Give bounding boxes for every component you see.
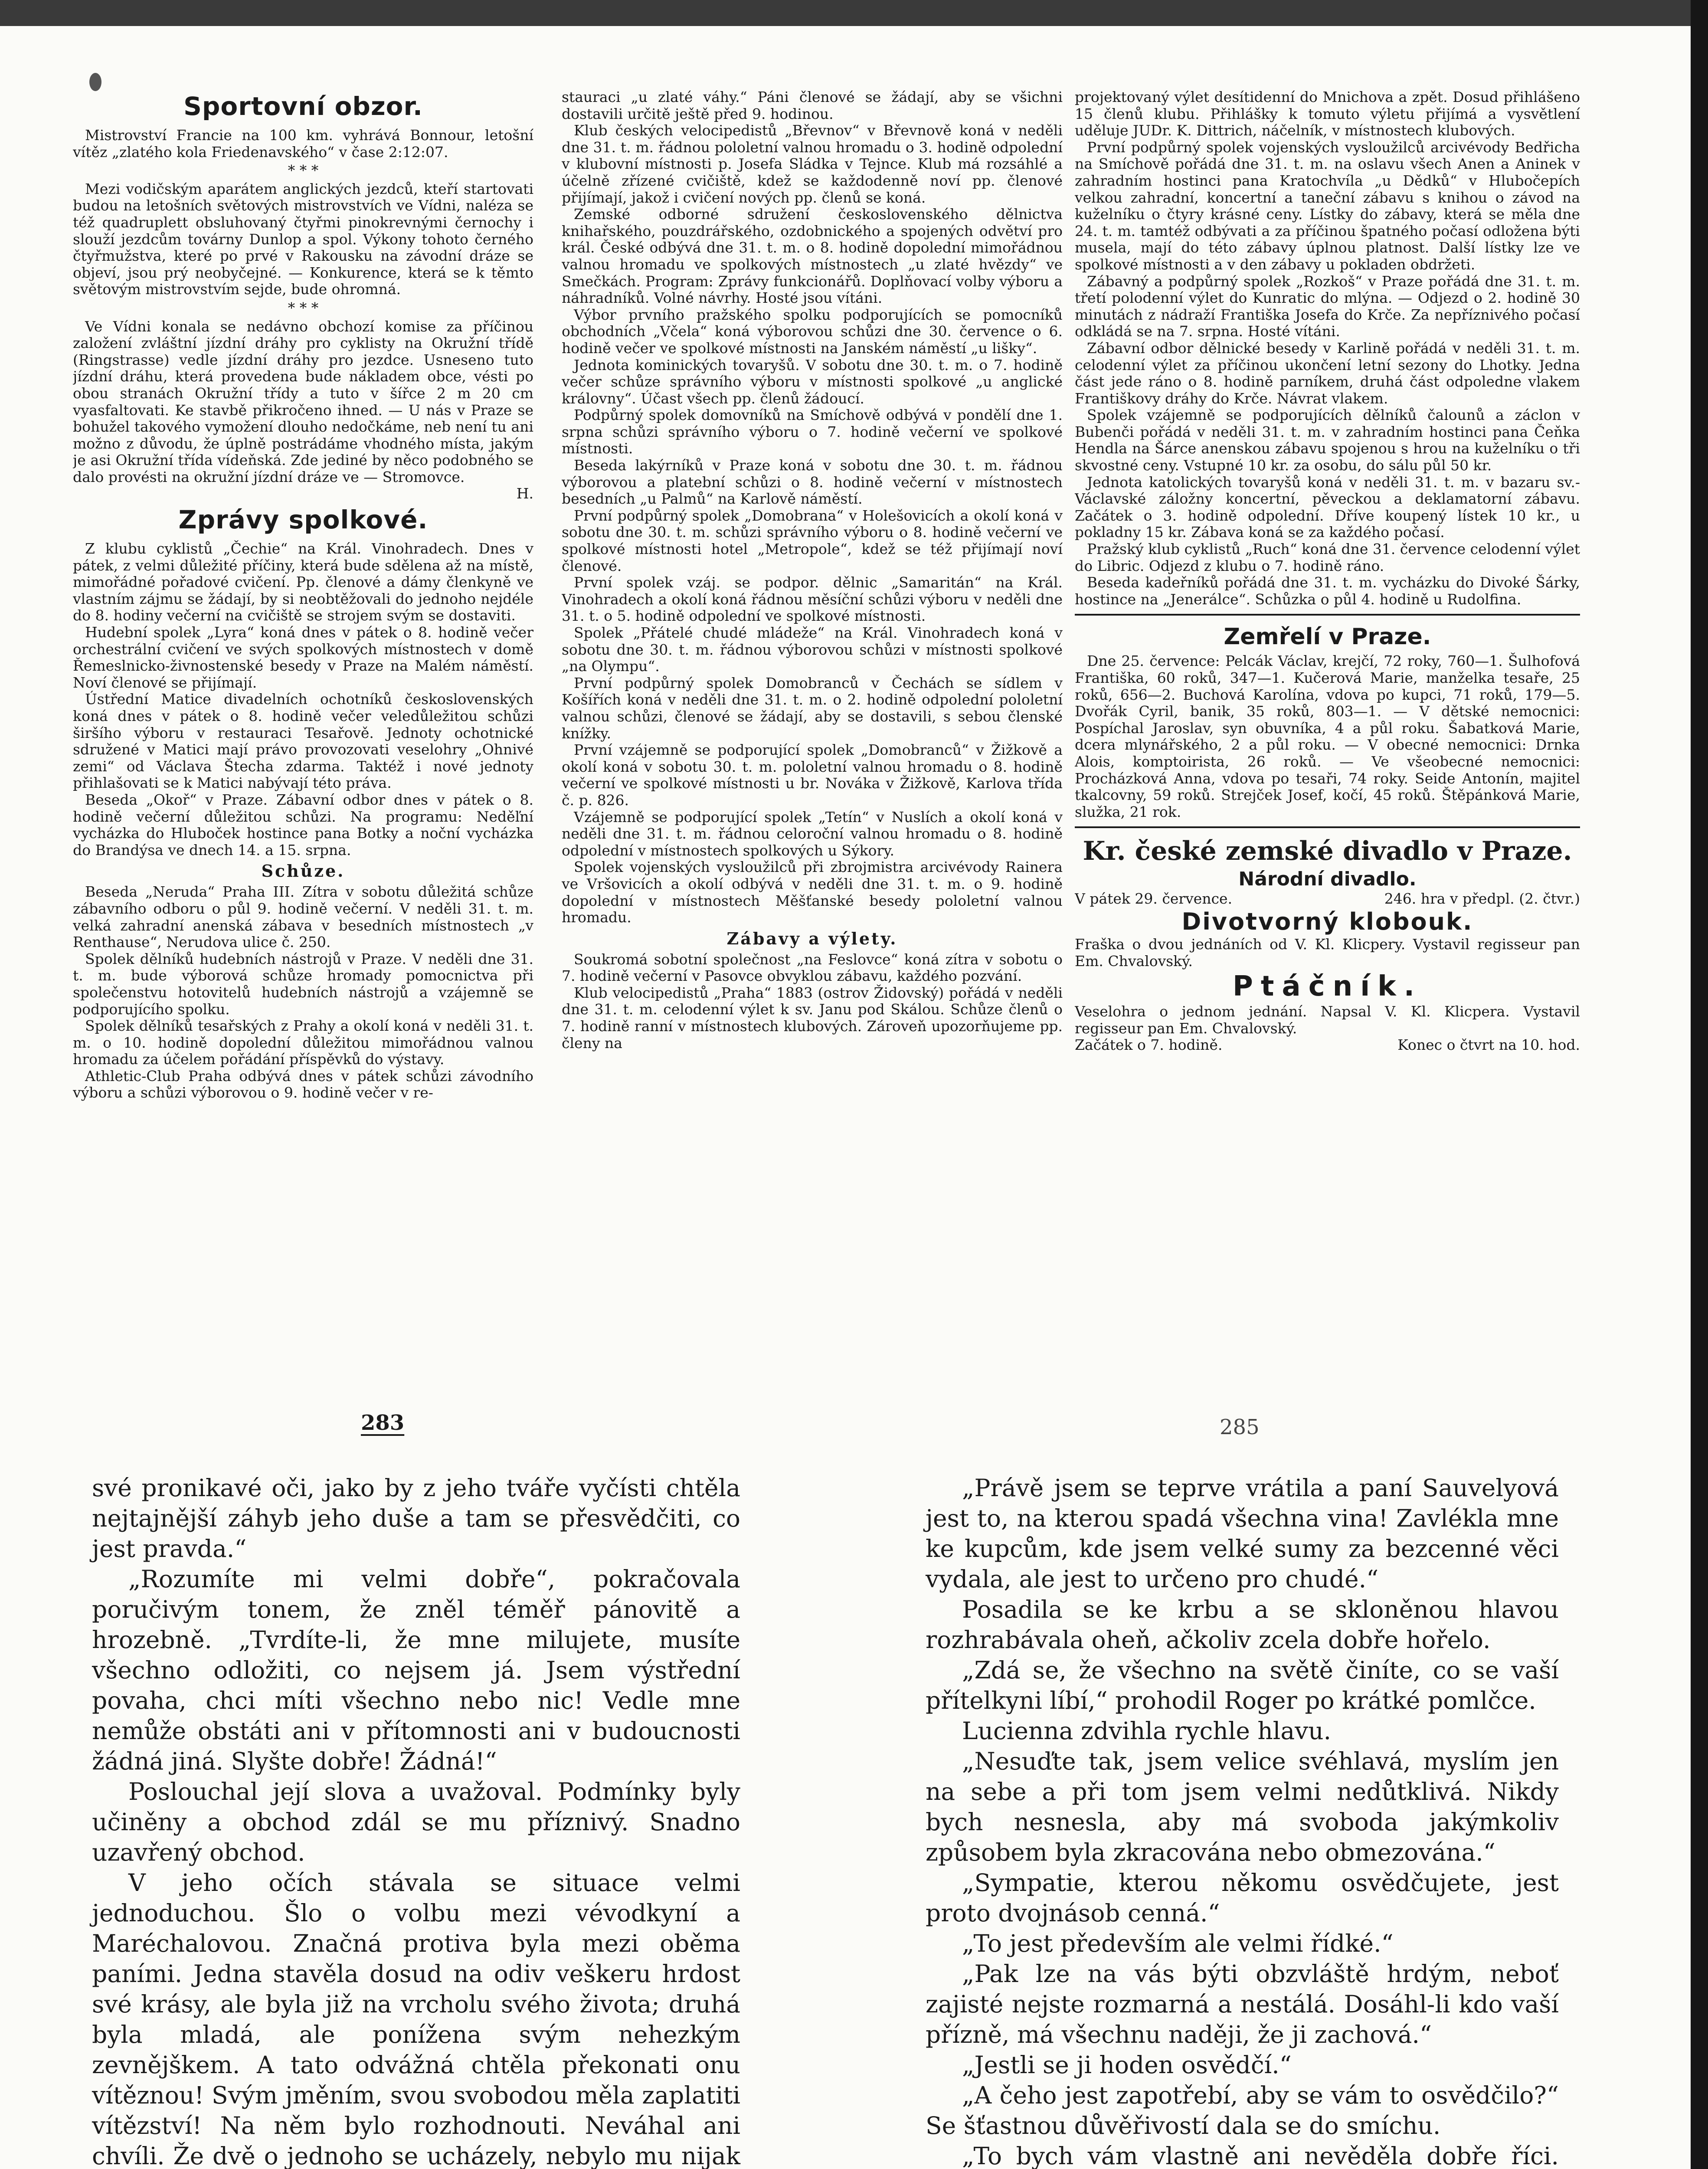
play-title-1: Divotvorný klobouk. (1181, 908, 1473, 935)
performance-times (1075, 1037, 1580, 1054)
notice-paragraph: Beseda „Neruda“ Praha III. Zítra v sobotu důležitá schůze zábavního odboru o půl 9. hodině večerní. V neděli 31. t. m. velká zahradní anenská zábava v besedních místnostech „v Renthause“, Nerudova ulice č. 250. (73, 883, 533, 951)
novel-paragraph: Poslouchal její slova a uvažoval. Podmínky byly učiněny a obchod zdál se mu příznivý. Snadno uzavřený obchod. (92, 1778, 740, 1866)
novel-paragraph: „Zdá se, že všechno na světě činíte, co se vaší přítelkyni líbí,“ prohodil Roger po krátké pomlčce. (926, 1656, 1559, 1714)
performance-date: V pátek 29. července. (1075, 890, 1233, 908)
notice-paragraph: Jednota kominických tovaryšů. V sobotu dne 30. t. m. o 7. hodině večer schůze správního výboru v místnosti spolkové „u anglické královny“. Účast všech pp. členů žádoucí. (562, 356, 1063, 407)
notice-paragraph: Beseda lakýrníků v Praze koná v sobotu dne 30. t. m. řádnou výborovou a platební schůzi o 8. hodině večerní v místnostech besedních „u Palmů“ na Karlově náměstí. (562, 457, 1063, 508)
novel-paragraph: „Rozumíte mi velmi dobře“, pokračovala poručivým tonem, že zněl téměř pánovitě a hrozebně. „Tvrdíte-li, že mne milujete, musíte všechno odložiti, co nejsem já. Jsem výstřední povaha, chci míti všechno nebo nic! Vedle mne nemůže obstáti ani v přítomnosti ani v budoucnosti žádná jiná. Slyšte dobře! Žádná!“ (92, 1565, 740, 1775)
separator-stars: * * * (288, 162, 319, 179)
notice-paragraph: Spolek vzájemně se podporujících dělníků čalounů a záclon v Bubenči pořádá v neděli 31. t. m. v zahradním hostinci pana Čeňka Hendla na Šárce anenskou zábavu spojenou s hrou na kuželníku o tři skvostné ceny. Vstupné 10 kr. za osobu, do sálu půl 50 kr. (1075, 406, 1580, 474)
end-time: Konec o čtvrt na 10. hod. (1397, 1036, 1580, 1054)
deaths-list: Dne 25. července: Pelcák Václav, krejčí, 72 roky, 760—1. Šulhofová Františka, 60 roků, 347—1. Kučerová Marie, manželka tesaře, 25 roků, 656—2. Buchová Karolína, vdova po kupci, 71 roků, 179—5. Dvořák Cyril, banik, 35 roků, 803—1. — V dětské nemocnici: Pospíchal Jaroslav, syn obuvníka, 4 a půl roku. Šabatková Marie, dcera mlynářského, 2 a půl roku. — V obecné nemocnici: Drnka Alois, komptoirista, 26 roků. — Ve všeobecné nemocnici: Procházková Anna, vdova po tesaři, 74 roky. Seide Antonín, majitel tkalcovny, 59 roků. Strejček Josef, kočí, 45 roků. Štěpánková Marie, služka, 21 rok. (1075, 652, 1580, 820)
novel-paragraph: „A čeho jest zapotřebí, aby se vám to osvědčilo?“ Se šťastnou důvěřivostí dala se do smíchu. (926, 2081, 1559, 2140)
notice-paragraph: Zábavní odbor dělnické besedy v Karlině pořádá v neděli 31. t. m. celodenní výlet za příčinou ukončení letní sezony do Lhotky. Jedna část jede ráno o 8. hodině parníkem, druhá část odpoledne vlakem Františkovy dráhy do Krče. Návrat vlakem. (1075, 339, 1580, 407)
notice-paragraph: První podpůrný spolek Domobranců v Čechách se sídlem v Košířích koná v neděli dne 31. t. m. o 2. hodině odpolední pololetní valnou schůzi, členové se žádají, aby se dostavili, s sebou členské knížky. (562, 674, 1063, 742)
notice-paragraph: Spolek dělníků hudebních nástrojů v Praze. V neděli dne 31. t. m. bude výborová schůze hromady pomocnictva při společenstvu hotovitelů hudebních nástrojů a vzájemně se podporujícího spolku. (73, 950, 533, 1018)
divider (1075, 614, 1580, 616)
notice-paragraph: Klub velocipedistů „Praha“ 1883 (ostrov Židovský) pořádá v neděli dne 31. t. m. celodenní výlet k sv. Janu pod Skálou. Schůze členů o 7. hodině ranní v místnostech klubových. Zároveň upozorňujeme pp. členy na (562, 984, 1063, 1052)
notice-paragraph: stauraci „u zlaté váhy.“ Páni členové se žádají, aby se všichni dostavili určitě ještě před 9. hodinou. (562, 89, 1063, 122)
subsection-title-meetings: Schůze. (261, 861, 345, 881)
novel-paragraph: „To bych vám vlastně ani nevěděla dobře říci. (962, 2142, 1559, 2169)
article-signature: H. (516, 485, 533, 502)
play-description-1: Fraška o dvou jednáních od V. Kl. Klicpery. Vystavil regisseur pan Em. Chvalovský. (1075, 935, 1580, 970)
article-paragraph: Ve Vídni konala se nedávno obchozí komise za příčinou založení zvláštní jízdní dráhy pro cyklisty na Okružní třídě (Ringstrasse) vedle jízdní dráhy pro jezdce. Usneseno tuto jízdní dráhu, která provedena bude nákladem obce, vésti po obou stranách Okružní třídy a tuto v šířce 2 m 20 cm vyasfaltovati. Ke stavbě přikročeno ihned. — U nás v Praze se bohužel takového vymožení dlouho nedočkáme, neb není tu ani možno z důvodu, že úplně postrádáme vhodného místa, jakým je asi Okružní třída vídeňská. Zde jediné by něco podobného se dalo provésti na okružní jízdní dráze ve — Stromovce. (73, 318, 533, 485)
section-title-sports: Sportovní obzor. (183, 92, 423, 121)
start-time: Začátek o 7. hodině. (1075, 1036, 1223, 1054)
subsection-title-entertainment: Zábavy a výlety. (726, 928, 898, 948)
notice-paragraph: Spolek „Přátelé chudé mládeže“ na Král. Vinohradech koná v sobotu dne 30. t. m. řádnou výborovou schůzi v místnosti spolkové „na Olympu“. (562, 624, 1063, 675)
theater-subtitle: Národní divadlo. (1238, 868, 1417, 891)
notice-paragraph: Beseda kadeřníků pořádá dne 31. t. m. vycházku do Divoké Šárky, hostince na „Jenerálce“. Schůzka o půl 4. hodině u Rudolfina. (1075, 574, 1580, 608)
performance-info (1075, 891, 1580, 908)
novel-paragraph: Posadila se ke krbu a se skloněnou hlavou rozhrabávala oheň, ačkoliv zcela dobře hořelo. (926, 1596, 1559, 1654)
novel-paragraph: „To jest především ale velmi řídké.“ (962, 1930, 1394, 1957)
notice-paragraph: Výbor prvního pražského spolku podporujících se pomocníků obchodních „Včela“ koná výborovou schůzi dne 30. července o 6. hodině večer ve spolkové místnosti na Janském náměstí „u lišky“. (562, 306, 1063, 357)
play-title-2: Ptáčník. (1233, 970, 1422, 1003)
performance-subscription: 246. hra v předpl. (2. čtvr.) (1384, 890, 1580, 908)
notice-paragraph: projektovaný výlet desítidenní do Mnichova a zpět. Dosud přihlášeno 15 členů klubu. Přihlášky k tomuto výletu přijímá a vysvětlení uděluje JUDr. K. Dittrich, náčelník, v místnostech klubových. (1075, 89, 1580, 139)
notice-paragraph: Athletic-Club Praha odbývá dnes v pátek schůzi závodního výboru a schůzi výborovou o 9. hodině večer v re- (73, 1067, 533, 1101)
divider (1075, 826, 1580, 828)
notice-paragraph: Soukromá sobotní společnost „na Feslovce“ koná zítra v sobotu o 7. hodině večerní v Pasovce obvyklou zábavu, každého pozvání. (562, 950, 1063, 985)
novel-column-left (92, 1473, 740, 2169)
notice-paragraph: Spolek vojenských vysloužilců při zbrojmistra arcivévody Rainera ve Vršovicích a okolí odbývá v neděli dne 31. t. m. o 9. hodině dopolední v místnostech Měšťanské besedy pololetní valnou hromadu. (562, 858, 1063, 926)
notice-paragraph: První spolek vzáj. se podpor. dělnic „Samaritán“ na Král. Vinohradech a okolí koná řádnou měsíční schůzi výboru v neděli dne 31. t. o 5. hodině odpolední ve spolkové místnosti. (562, 574, 1063, 625)
notice-paragraph: Klub českých velocipedistů „Břevnov“ v Břevnově koná v neděli dne 31. t. m. řádnou pololetní valnou hromadu o 3. hodině odpolední v klubovní místnosti p. Josefa Sládka v Tejnce. Klub má rozsáhlé a účelně zřízené cvičiště, kdež se každodenně noví pp. členové přijímají, jakož i cvičení nových pp. členů se koná. (562, 122, 1063, 206)
article-paragraph: Mistrovství Francie na 100 km. vyhrává Bonnour, letošní vítěz „zlatého kola Friedenavského“ v čase 2:12:07. (73, 127, 533, 161)
notice-paragraph: Hudební spolek „Lyra“ koná dnes v pátek o 8. hodině večer orchestrální cvičení ve svých spolkových místnostech v domě Řemeslnicko-živnostenské besedy v Praze na Malém náměstí. Noví členové se přijímají. (73, 624, 533, 691)
notice-paragraph: Podpůrný spolek domovníků na Smíchově odbývá v pondělí dne 1. srpna schůzi správního výboru o 7. hodině večerní ve spolkové místnosti. (562, 406, 1063, 457)
novel-paragraph: V jeho očích stávala se situace velmi jednoduchou. Šlo o volbu mezi vévodkyní a Maréchalovou. Značná protiva byla mezi oběma paními. Jedna stavěla dosud na odiv veškeru hrdost své krásy, ale byla již na vrcholu svého života; druhá byla mladá, ale ponížena svým nehezkým zevnějškem. A tato odvážná chtěla překonati onu vítěznou! Svým jměním, svou svobodou měla zaplatiti vítězství! Na něm bylo rozhodnouti. Neváhal ani chvíli. Že dvě o jednoho se ucházely, nebylo mu nijak (92, 1869, 740, 2169)
notice-paragraph: Jednota katolických tovaryšů koná v neděli 31. t. m. v bazaru sv.-Václavské záložny koncertní, pěveckou a deklamatorní zábavu. Začátek o 3. hodině odpolední. Dříve koupený lístek 10 kr., u pokladny 15 kr. Zábava koná se za každého počasí. (1075, 473, 1580, 541)
notice-paragraph: První vzájemně se podporující spolek „Domobranců“ v Žižkově a okolí koná v sobotu 30. t. m. pololetní valnou hromadu o 8. hodině večerní ve spolkové místnosti u br. Nováka v Žižkově, Karlova třída č. p. 826. (562, 741, 1063, 809)
scan-spot (89, 73, 101, 91)
notice-paragraph: Zábavný a podpůrný spolek „Rozkoš“ v Praze pořádá dne 31. t. m. třetí polodenní výlet do Kunratic do mlýna. — Odjezd o 2. hodině 30 minutách z nádraží Františka Josefa do Krče. Za nepříznivého počasí odkládá se na 7. srpna. Hosté vítáni. (1075, 272, 1580, 340)
notice-paragraph: Spolek dělníků tesařských z Prahy a okolí koná v neděli 31. t. m. o 10. hodině dopolední důležitou mimořádnou valnou hromadu za účelem pořádání příspěvků do výstavy. (73, 1017, 533, 1068)
page-number-left: 283 (361, 1411, 405, 1435)
novel-paragraph: své pronikavé oči, jako by z jeho tváře vyčísti chtěla nejtajnější záhyb jeho duše a tam se přesvědčiti, co jest pravda.“ (92, 1474, 740, 1563)
novel-column-right (926, 1473, 1559, 2169)
theater-title: Kr. české zemské divadlo v Praze. (1083, 836, 1572, 867)
novel-paragraph: „Pak lze na vás býti obzvláště hrdým, neboť zajisté nejste rozmarná a nestálá. Dosáhl-li kdo vaší přízně, má všechnu naději, že ji zachová.“ (926, 1960, 1559, 2048)
newspaper-column-3 (1075, 89, 1580, 1260)
separator-stars: * * * (288, 299, 319, 316)
novel-paragraph: „Nesuďte tak, jsem velice svéhlavá, myslím jen na sebe a při tom jsem velmi nedůtklivá. Nikdy bych nesnesla, aby má svoboda jakýmkoliv způsobem byla zkracována nebo obmezována.“ (926, 1747, 1559, 1866)
novel-paragraph: „Právě jsem se teprve vrátila a paní Sauvelyová jest to, na kterou spadá všechna vina! Zavlékla mne ke kupcům, kde jsem velké sumy za bezcenné věci vydala, ale jest to určeno pro chudé.“ (926, 1474, 1559, 1593)
novel-paragraph: „Jestli se ji hoden osvědčí.“ (962, 2051, 1292, 2079)
play-description-2: Veselohra o jednom jednání. Napsal V. Kl. Klicpera. Vystavil regisseur pan Em. Chvalovský. (1075, 1003, 1580, 1037)
notice-paragraph: První podpůrný spolek „Domobrana“ v Holešovicích a okolí koná v sobotu dne 30. t. m. schůzi správního výboru o 8. hodině večerní ve spolkové místnosti hotel „Metropole“, kdež se též přijímají noví členové. (562, 507, 1063, 574)
novel-paragraph: „Sympatie, kterou někomu osvědčujete, jest proto dvojnásob cenná.“ (926, 1869, 1559, 1927)
page-number-right: 285 (1220, 1415, 1260, 1439)
notice-paragraph: Beseda „Okoř“ v Praze. Zábavní odbor dnes v pátek o 8. hodině večerní důležitou schůzi. Na programu: Neděľní vycházka do Hluboček hostince pana Botky a noční vycházka do Brandýsa ve dnech 14. a 15. srpna. (73, 791, 533, 858)
section-title-club-news: Zprávy spolkové. (178, 505, 428, 535)
notice-paragraph: Z klubu cyklistů „Čechie“ na Král. Vinohradech. Dnes v pátek, z velmi důležité příčiny, která bude sdělena až na místě, mimořádné pořadové cvičení. Pp. členové a dámy členkyně ve vlastním zájmu se žádají, by si neobtěžovali do jednoho nejdéle do 8. hodiny večerní na cvičiště se strojem svým se dostaviti. (73, 540, 533, 624)
notice-paragraph: Pražský klub cyklistů „Ruch“ koná dne 31. července celodenní výlet do Libric. Odjezd z klubu o 7. hodině ráno. (1075, 541, 1580, 574)
article-paragraph: Mezi vodičským aparátem anglických jezdců, kteří startovati budou na letošních světových mistrovstvích ve Vídni, naléza se též quadruplett obsluhovaný čtyřmi pinokrevnými černochy i slouží jezdcům továrny Dunlop a spol. Výkony tohoto černého čtyřmužstva, které po prvé v Rakousku na závodní dráze se objeví, jsou prý neobyčejné. — Konkurence, která se k těmto světovým mistrovstvím sejde, bude ohromná. (73, 180, 533, 298)
notice-paragraph: První podpůrný spolek vojenských vysloužilců arcivévody Bedřicha na Smíchově pořádá dne 31. t. m. na oslavu všech Anen a Aninek v zahradním hostinci pana Kratochvíla „u Dědků“ v Hlubočepích velkou zahradní, koncertní a taneční zábavu s knihou o závod na kuželníku o čtyry krásné ceny. Lístky do zábavy, která se měla dne 24. t. m. tamtéž odbývati a za příčinou špatného počasí odložena býti musela, mají do této zábavy úplnou platnost. Další lístky lze ve spolkové místnosti a v den zábavy u pokladen obdržeti. (1075, 138, 1580, 273)
newspaper-column-1 (73, 89, 533, 1317)
notice-paragraph: Ústřední Matice divadelních ochotníků československých koná dnes v pátek o 8. hodině večer veledůležitou schůzi širšího výboru v restauraci Tesařově. Jednoty ochotnické sdružené v Matici mají právo provozovati veselohry „Ohnivé zemi“ od Václava Štecha zdarma. Taktéž i nové jednoty přihlašovati se k Matici nabývají této práva. (73, 691, 533, 792)
newspaper-column-2 (562, 89, 1063, 1312)
notice-paragraph: Zemské odborné sdružení československého dělnictva knihařského, pouzdrářského, ozdobnického a spojených odvětví pro král. České odbývá dne 31. t. m. o 8. hodině dopolední mimořádnou valnou hromadu ve spolkových místnostech „u zlaté hvězdy“ ve Smečkách. Program: Zprávy funkcionářů. Doplňovací volby výboru a náhradníků. Volné návrhy. Hosté jsou vítáni. (562, 206, 1063, 307)
notice-paragraph: Vzájemně se podporující spolek „Tetín“ v Nuslích a okolí koná v neděli dne 31. t. m. řádnou celoroční valnou hromadu o 8. hodině odpolední v místnostech spolkových u Sýkory. (562, 808, 1063, 859)
section-title-deaths: Zemřelí v Praze. (1224, 624, 1431, 650)
scan-top-edge (0, 0, 1708, 26)
novel-paragraph: Lucienna zdvihla rychle hlavu. (962, 1717, 1332, 1745)
scan-right-edge (1691, 0, 1708, 2169)
